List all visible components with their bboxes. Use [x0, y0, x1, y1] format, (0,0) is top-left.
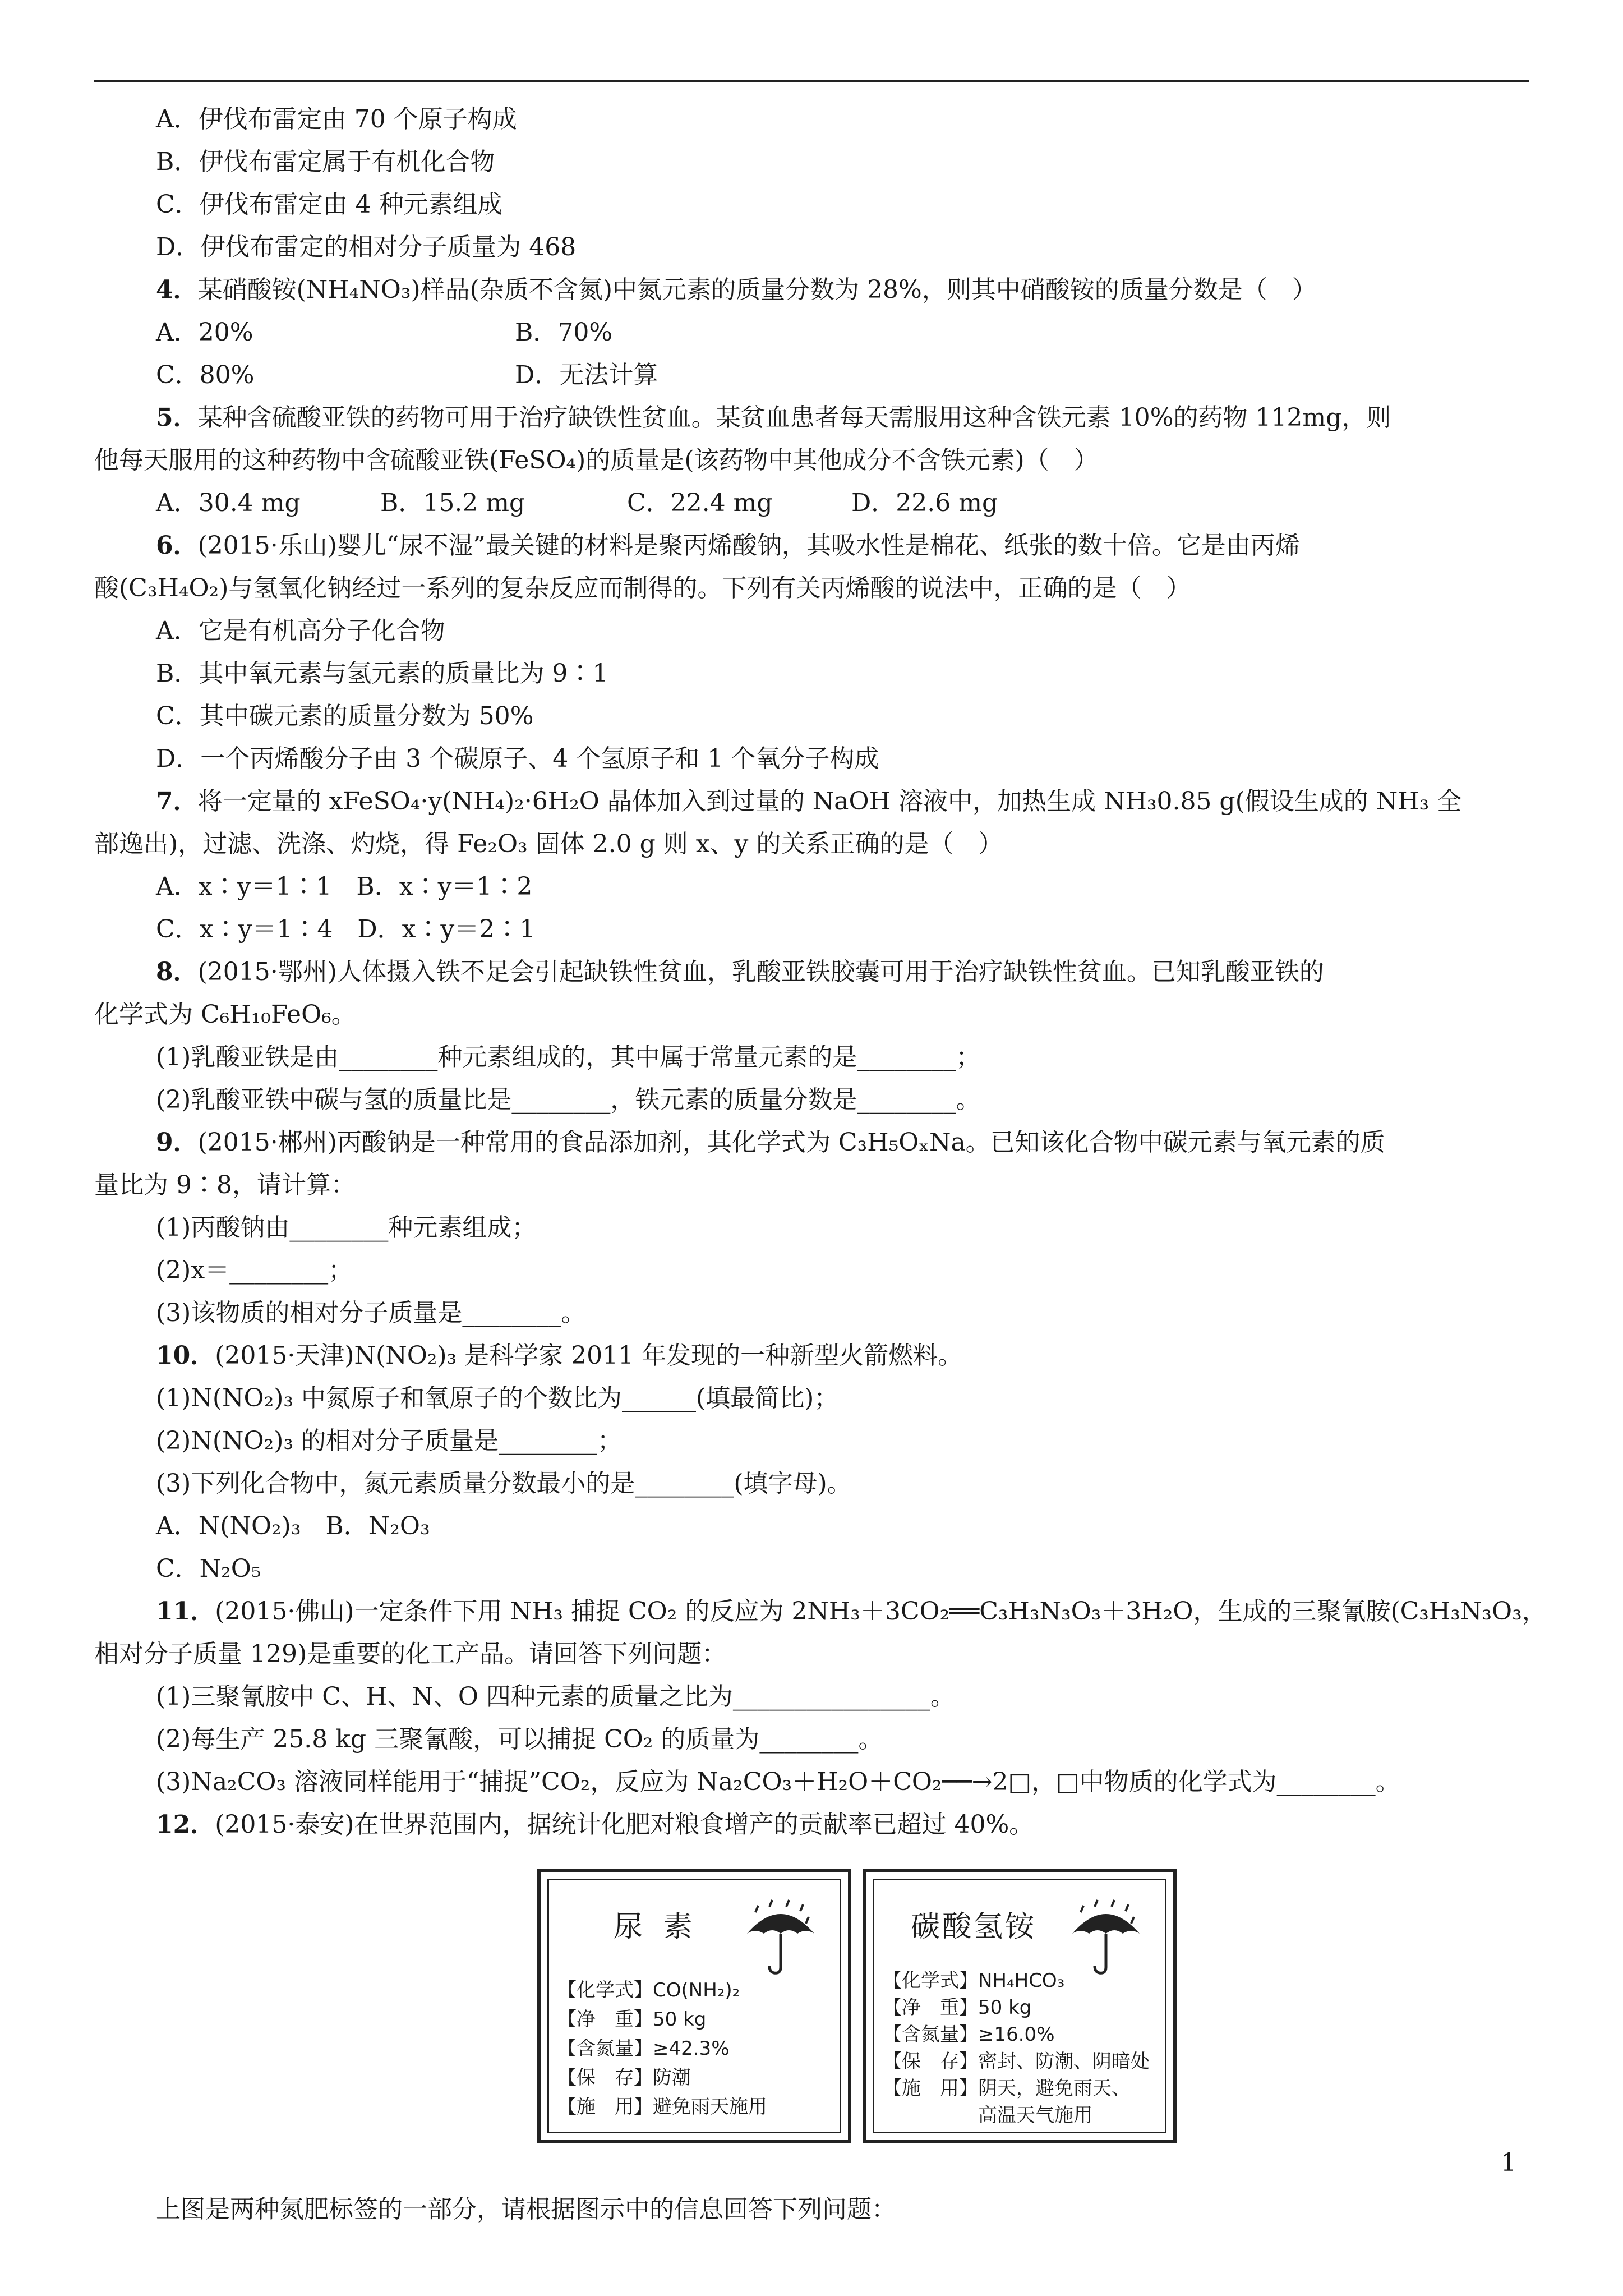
q6-stem-line-2: 酸(C₃H₄O₂)与氢氧化钠经过一系列的复杂反应而制得的。下列有关丙烯酸的说法中，正确的是（ ）: [94, 574, 1191, 602]
q9-number: 9．: [156, 1128, 198, 1157]
ammonium-bicarbonate-label: [863, 1869, 1177, 2143]
q4-options-row-1: [94, 311, 1529, 354]
q4-option-a: A．20%: [156, 318, 253, 347]
q5-stem-line-1: [94, 397, 1529, 439]
q11-sub-2: (2)每生产 25.8 kg 三聚氰酸，可以捕捉 CO₂ 的质量为________。: [156, 1725, 883, 1754]
q10-sub-1: (1)N(NO₂)₃ 中氮原子和氧原子的个数比为______(填最简比)；: [156, 1384, 839, 1412]
q12-after-figure: 上图是两种氮肥标签的一部分，请根据图示中的信息回答下列问题：: [156, 2195, 896, 2224]
q11-text-1: (2015·佛山)一定条件下用 NH₃ 捕捉 CO₂ 的反应为 2NH₃＋3CO₂══C₃H₃N₃O₃＋3H₂O，生成的三聚氰胺(C₃H₃N₃O₃，: [215, 1597, 1547, 1626]
urea-label-rows: [557, 1976, 767, 2122]
q7-text-1: 将一定量的 xFeSO₄·y(NH₄)₂·6H₂O 晶体加入到过量的 NaOH 溶液中，加热生成 NH₃0.85 g(假设生成的 NH₃ 全: [197, 787, 1462, 816]
q9-stem-line-1: [94, 1121, 1529, 1164]
umbrella-icon: [1067, 1894, 1145, 1978]
urea-nitrogen: 【含氮量】≥42.3%: [557, 2037, 730, 2060]
q6-option-c: C．其中碳元素的质量分数为 50%: [156, 702, 534, 730]
abc-usage-cont: 高温天气施用: [883, 2104, 1092, 2127]
q3-option-a: A．伊伐布雷定由 70 个原子构成: [156, 105, 517, 134]
q11-stem-line-1: [94, 1590, 1547, 1633]
q9-sub-1: (1)丙酸钠由________种元素组成；: [156, 1213, 537, 1242]
q11-sub-1: (1)三聚氰胺中 C、H、N、O 四种元素的质量之比为________________。: [156, 1682, 955, 1711]
abc-formula: 【化学式】NH₄HCO₃: [883, 1970, 1065, 1992]
q4-option-b: B．70%: [515, 318, 613, 347]
q11-sub-3: (3)Na₂CO₃ 溶液同样能用于“捕捉”CO₂，反应为 Na₂CO₃＋H₂O＋CO₂──→2□，□中物质的化学式为________。: [156, 1768, 1400, 1796]
q9-stem-line-2: 量比为 9∶8，请计算：: [94, 1171, 356, 1199]
fertilizer-labels-figure: [94, 1869, 1529, 2155]
q3-option-b: B．伊伐布雷定属于有机化合物: [156, 148, 495, 176]
q5-text-1: 某种含硫酸亚铁的药物可用于治疗缺铁性贫血。某贫血患者每天需服用这种含铁元素 10%的药物 112mg，则: [197, 403, 1391, 432]
q7-stem-line-1: [94, 780, 1529, 823]
q10-stem: [94, 1335, 1529, 1377]
q10-sub-3: (3)下列化合物中，氮元素质量分数最小的是________(填字母)。: [156, 1469, 852, 1498]
q8-number: 8．: [156, 958, 198, 986]
q8-sub-2: (2)乳酸亚铁中碳与氢的质量比是________，铁元素的质量分数是________。: [156, 1085, 981, 1114]
q4-option-d: D．无法计算: [515, 361, 658, 389]
q6-option-a: A．它是有机高分子化合物: [156, 616, 445, 645]
abc-label-rows: [883, 1967, 1150, 2129]
header-rule: [94, 80, 1529, 82]
urea-label-title: 尿 素: [614, 1910, 698, 1944]
q10-options-row-2: C．N₂O₅: [156, 1554, 261, 1583]
urea-formula: 【化学式】CO(NH₂)₂: [557, 1979, 740, 2001]
q6-option-b: B．其中氧元素与氢元素的质量比为 9∶1: [156, 659, 608, 688]
q10-text: (2015·天津)N(NO₂)₃ 是科学家 2011 年发现的一种新型火箭燃料。: [215, 1341, 963, 1370]
umbrella-icon: [741, 1894, 820, 1978]
q4-option-c: C．80%: [156, 361, 255, 389]
abc-net-weight: 【净 重】50 kg: [883, 1996, 1032, 2019]
q6-option-d: D．一个丙烯酸分子由 3 个碳原子、4 个氢原子和 1 个氧分子构成: [156, 744, 879, 773]
q5-number: 5．: [156, 403, 198, 432]
q5-option-b: B．15.2 mg: [380, 489, 525, 517]
q9-text-1: (2015·郴州)丙酸钠是一种常用的食品添加剂，其化学式为 C₃H₅OₓNa。已知该化合物中碳元素与氧元素的质: [197, 1128, 1385, 1157]
q6-text-1: (2015·乐山)婴儿“尿不湿”最关键的材料是聚丙烯酸钠，其吸水性是棉花、纸张的数十倍。它是由丙烯: [197, 531, 1300, 560]
q4-stem: [94, 269, 1529, 311]
q7-number: 7．: [156, 787, 198, 816]
abc-usage: 【施 用】阴天，避免雨天、: [883, 2077, 1131, 2100]
q7-stem-line-2: 部逸出)，过滤、洗涤、灼烧，得 Fe₂O₃ 固体 2.0 g 则 x、y 的关系正确的是（ ）: [94, 830, 1003, 858]
q8-sub-1: (1)乳酸亚铁是由________种元素组成的，其中属于常量元素的是________；: [156, 1043, 981, 1071]
urea-storage: 【保 存】防潮: [557, 2067, 691, 2089]
q4-text: 某硝酸铵(NH₄NO₃)样品(杂质不含氮)中氮元素的质量分数为 28%，则其中硝酸铵的质量分数是（ ）: [197, 275, 1317, 304]
q8-stem-line-2: 化学式为 C₆H₁₀FeO₆。: [94, 1000, 356, 1029]
q9-sub-3: (3)该物质的相对分子质量是________。: [156, 1299, 586, 1327]
page-number: 1: [1501, 2148, 1516, 2177]
q4-number: 4．: [156, 275, 198, 304]
urea-net-weight: 【净 重】50 kg: [557, 2008, 707, 2031]
q3-option-c: C．伊伐布雷定由 4 种元素组成: [156, 190, 502, 219]
q5-option-a: A．30.4 mg: [156, 489, 301, 517]
page-content: [94, 98, 1547, 2231]
q9-sub-2: (2)x＝________；: [156, 1256, 353, 1285]
q12-stem: [94, 1803, 1529, 1846]
q3-option-d: D．伊伐布雷定的相对分子质量为 468: [156, 233, 577, 261]
q5-option-d: D．22.6 mg: [851, 489, 998, 517]
q8-stem-line-1: [94, 951, 1529, 993]
q10-sub-2: (2)N(NO₂)₃ 的相对分子质量是________；: [156, 1427, 622, 1455]
q7-options-row-2: C．x∶y＝1∶4 D．x∶y＝2∶1: [156, 915, 536, 944]
q12-text: (2015·泰安)在世界范围内，据统计化肥对粮食增产的贡献率已超过 40%。: [215, 1810, 1034, 1839]
q6-number: 6．: [156, 531, 198, 560]
q11-number: 11．: [156, 1597, 215, 1626]
q10-options-row-1: A．N(NO₂)₃ B．N₂O₃: [156, 1512, 430, 1540]
q11-stem-line-2: 相对分子质量 129)是重要的化工产品。请回答下列问题：: [94, 1640, 727, 1668]
q6-stem-line-1: [94, 524, 1529, 567]
abc-label-title: 碳酸氢铵: [911, 1910, 1037, 1944]
q8-text-1: (2015·鄂州)人体摄入铁不足会引起缺铁性贫血，乳酸亚铁胶囊可用于治疗缺铁性贫血。已知乳酸亚铁的: [197, 958, 1324, 986]
q12-number: 12．: [156, 1810, 215, 1839]
q10-number: 10．: [156, 1341, 215, 1370]
q5-option-c: C．22.4 mg: [627, 489, 773, 517]
q5-options: [94, 482, 1529, 524]
q4-options-row-2: [94, 354, 1529, 397]
q5-stem-line-2: 他每天服用的这种药物中含硫酸亚铁(FeSO₄)的质量是(该药物中其他成分不含铁元素)（ ）: [94, 446, 1099, 475]
urea-usage: 【施 用】避免雨天施用: [557, 2096, 767, 2118]
abc-storage: 【保 存】密封、防潮、阴暗处: [883, 2050, 1150, 2073]
abc-nitrogen: 【含氮量】≥16.0%: [883, 2023, 1055, 2046]
urea-label: [537, 1869, 851, 2143]
q7-options-row-1: A．x∶y＝1∶1 B．x∶y＝1∶2: [156, 872, 533, 901]
